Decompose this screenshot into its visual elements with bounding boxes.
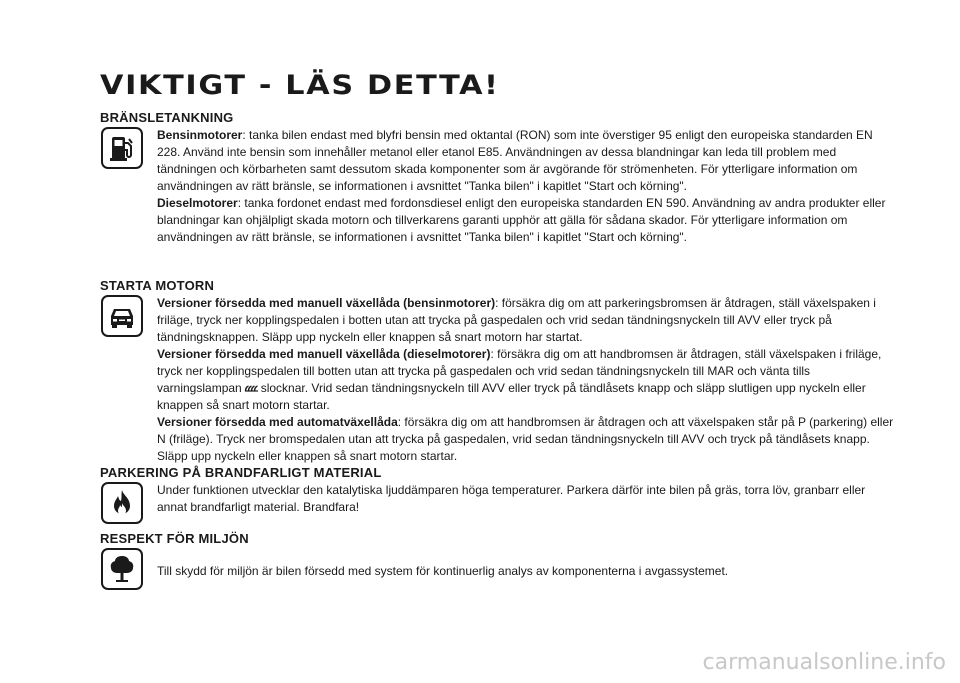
section-text — [157, 295, 897, 465]
paragraph-body: : försäkra dig om att handbromsen är åtdragen, ställ växelspaken i friläge, tryck ner kopplingspedalen till botten utan att trycka på gaspedalen och vrid sedan tändningsnyckeln till MAR och vänta tills varningslampan — [157, 347, 882, 395]
paragraph-manual-petrol — [157, 295, 897, 346]
paragraph-parking: Under funktionen utvecklar den katalytiska ljuddämparen höga temperaturer. Parkera därför inte bilen på gräs, torra löv, granbarr eller annat brandfarligt material. Brandfara! — [157, 483, 866, 514]
section-text — [157, 127, 897, 246]
paragraph-body: : tanka fordonet endast med fordonsdiesel enligt den europeiska standarden EN 590. Användning av andra produkter eller blandningar kan ohjälpligt skada motorn och tillverkarens garanti upphör att gälla för sådana skador. För ytterligare information om användningen av rätt bränsle, se informationen i avsnittet "Tanka bilen" i kapitlet "Start och körning". — [157, 196, 886, 244]
paragraph-lead: Versioner försedda med manuell växellåda (dieselmotorer) — [157, 347, 491, 361]
section-heading: STARTA MOTORN — [100, 278, 215, 293]
paragraph-diesel — [157, 195, 897, 246]
flame-icon — [101, 482, 143, 524]
section-text — [157, 563, 897, 580]
paragraph-lead: Versioner försedda med automatväxellåda — [157, 415, 398, 429]
section-start-engine — [100, 278, 894, 463]
paragraph-body-continued: slocknar. Vrid sedan tändningsnyckeln till AVV eller tryck på tändlåsets knapp och släpp slutligen upp nyckeln eller knappen så snart motorn startar. — [157, 381, 866, 412]
section-text — [157, 482, 897, 516]
section-heading: RESPEKT FÖR MILJÖN — [100, 531, 249, 546]
section-environment — [100, 531, 890, 601]
section-heading: BRÄNSLETANKNING — [100, 110, 234, 125]
tree-icon — [101, 548, 143, 590]
paragraph-manual-diesel — [157, 346, 897, 414]
page-title: VIKTIGT - LÄS DETTA! — [100, 70, 500, 101]
paragraph-body: : tanka bilen endast med blyfri bensin med oktantal (RON) som inte överstiger 95 enligt den europeiska standarden EN 228. Använd inte bensin som innehåller metanol eller etanol E85. Användningen av dessa blandningar kan leda till problem med tändningen och körbarheten samt dessutom skada komponenter som är avgörande för strömenheten. För ytterligare information om användningen av rätt bränsle, se informationen i avsnittet "Tanka bilen" i kapitlet "Start och körning". — [157, 128, 873, 193]
section-parking — [100, 465, 890, 535]
fuel-pump-glyph — [106, 132, 138, 164]
paragraph-environment: Till skydd för miljön är bilen försedd med system för kontinuerlig analys av komponenterna i avgassystemet. — [157, 564, 729, 578]
watermark: carmanualsonline.info — [702, 650, 946, 675]
paragraph-lead: Versioner försedda med manuell växellåda (bensinmotorer) — [157, 296, 496, 310]
fuel-pump-icon — [101, 127, 143, 169]
paragraph-petrol — [157, 127, 897, 195]
paragraph-lead: Bensinmotorer — [157, 128, 243, 142]
paragraph-automatic — [157, 414, 897, 465]
section-fuel — [100, 110, 890, 270]
car-glyph — [106, 300, 138, 332]
paragraph-lead: Dieselmotorer — [157, 196, 238, 210]
tree-glyph — [106, 553, 138, 585]
paragraph-body: : försäkra dig om att handbromsen är åtdragen och att växelspaken står på P (parkering) eller N (friläge). Tryck ner bromspedalen utan att trycka på gaspedalen, vrid sedan tändningsnyckeln till AVV och tryck på tändlåsets knapp. Släpp upp nyckeln eller knappen så snart motorn startar. — [157, 415, 894, 463]
flame-glyph — [106, 487, 138, 519]
section-heading: PARKERING PÅ BRANDFARLIGT MATERIAL — [100, 465, 382, 480]
paragraph-body: : försäkra dig om att parkeringsbromsen är åtdragen, ställ växelspaken i friläge, tryck ner kopplingspedalen i botten utan att trycka på gaspedalen och vrid sedan tändningsnyckeln till AVV eller tryck på tändningsknappen. Släpp upp nyckeln eller knappen så snart motorn har startat. — [157, 296, 876, 344]
glow-plug-warning-icon — [244, 384, 259, 393]
car-icon — [101, 295, 143, 337]
